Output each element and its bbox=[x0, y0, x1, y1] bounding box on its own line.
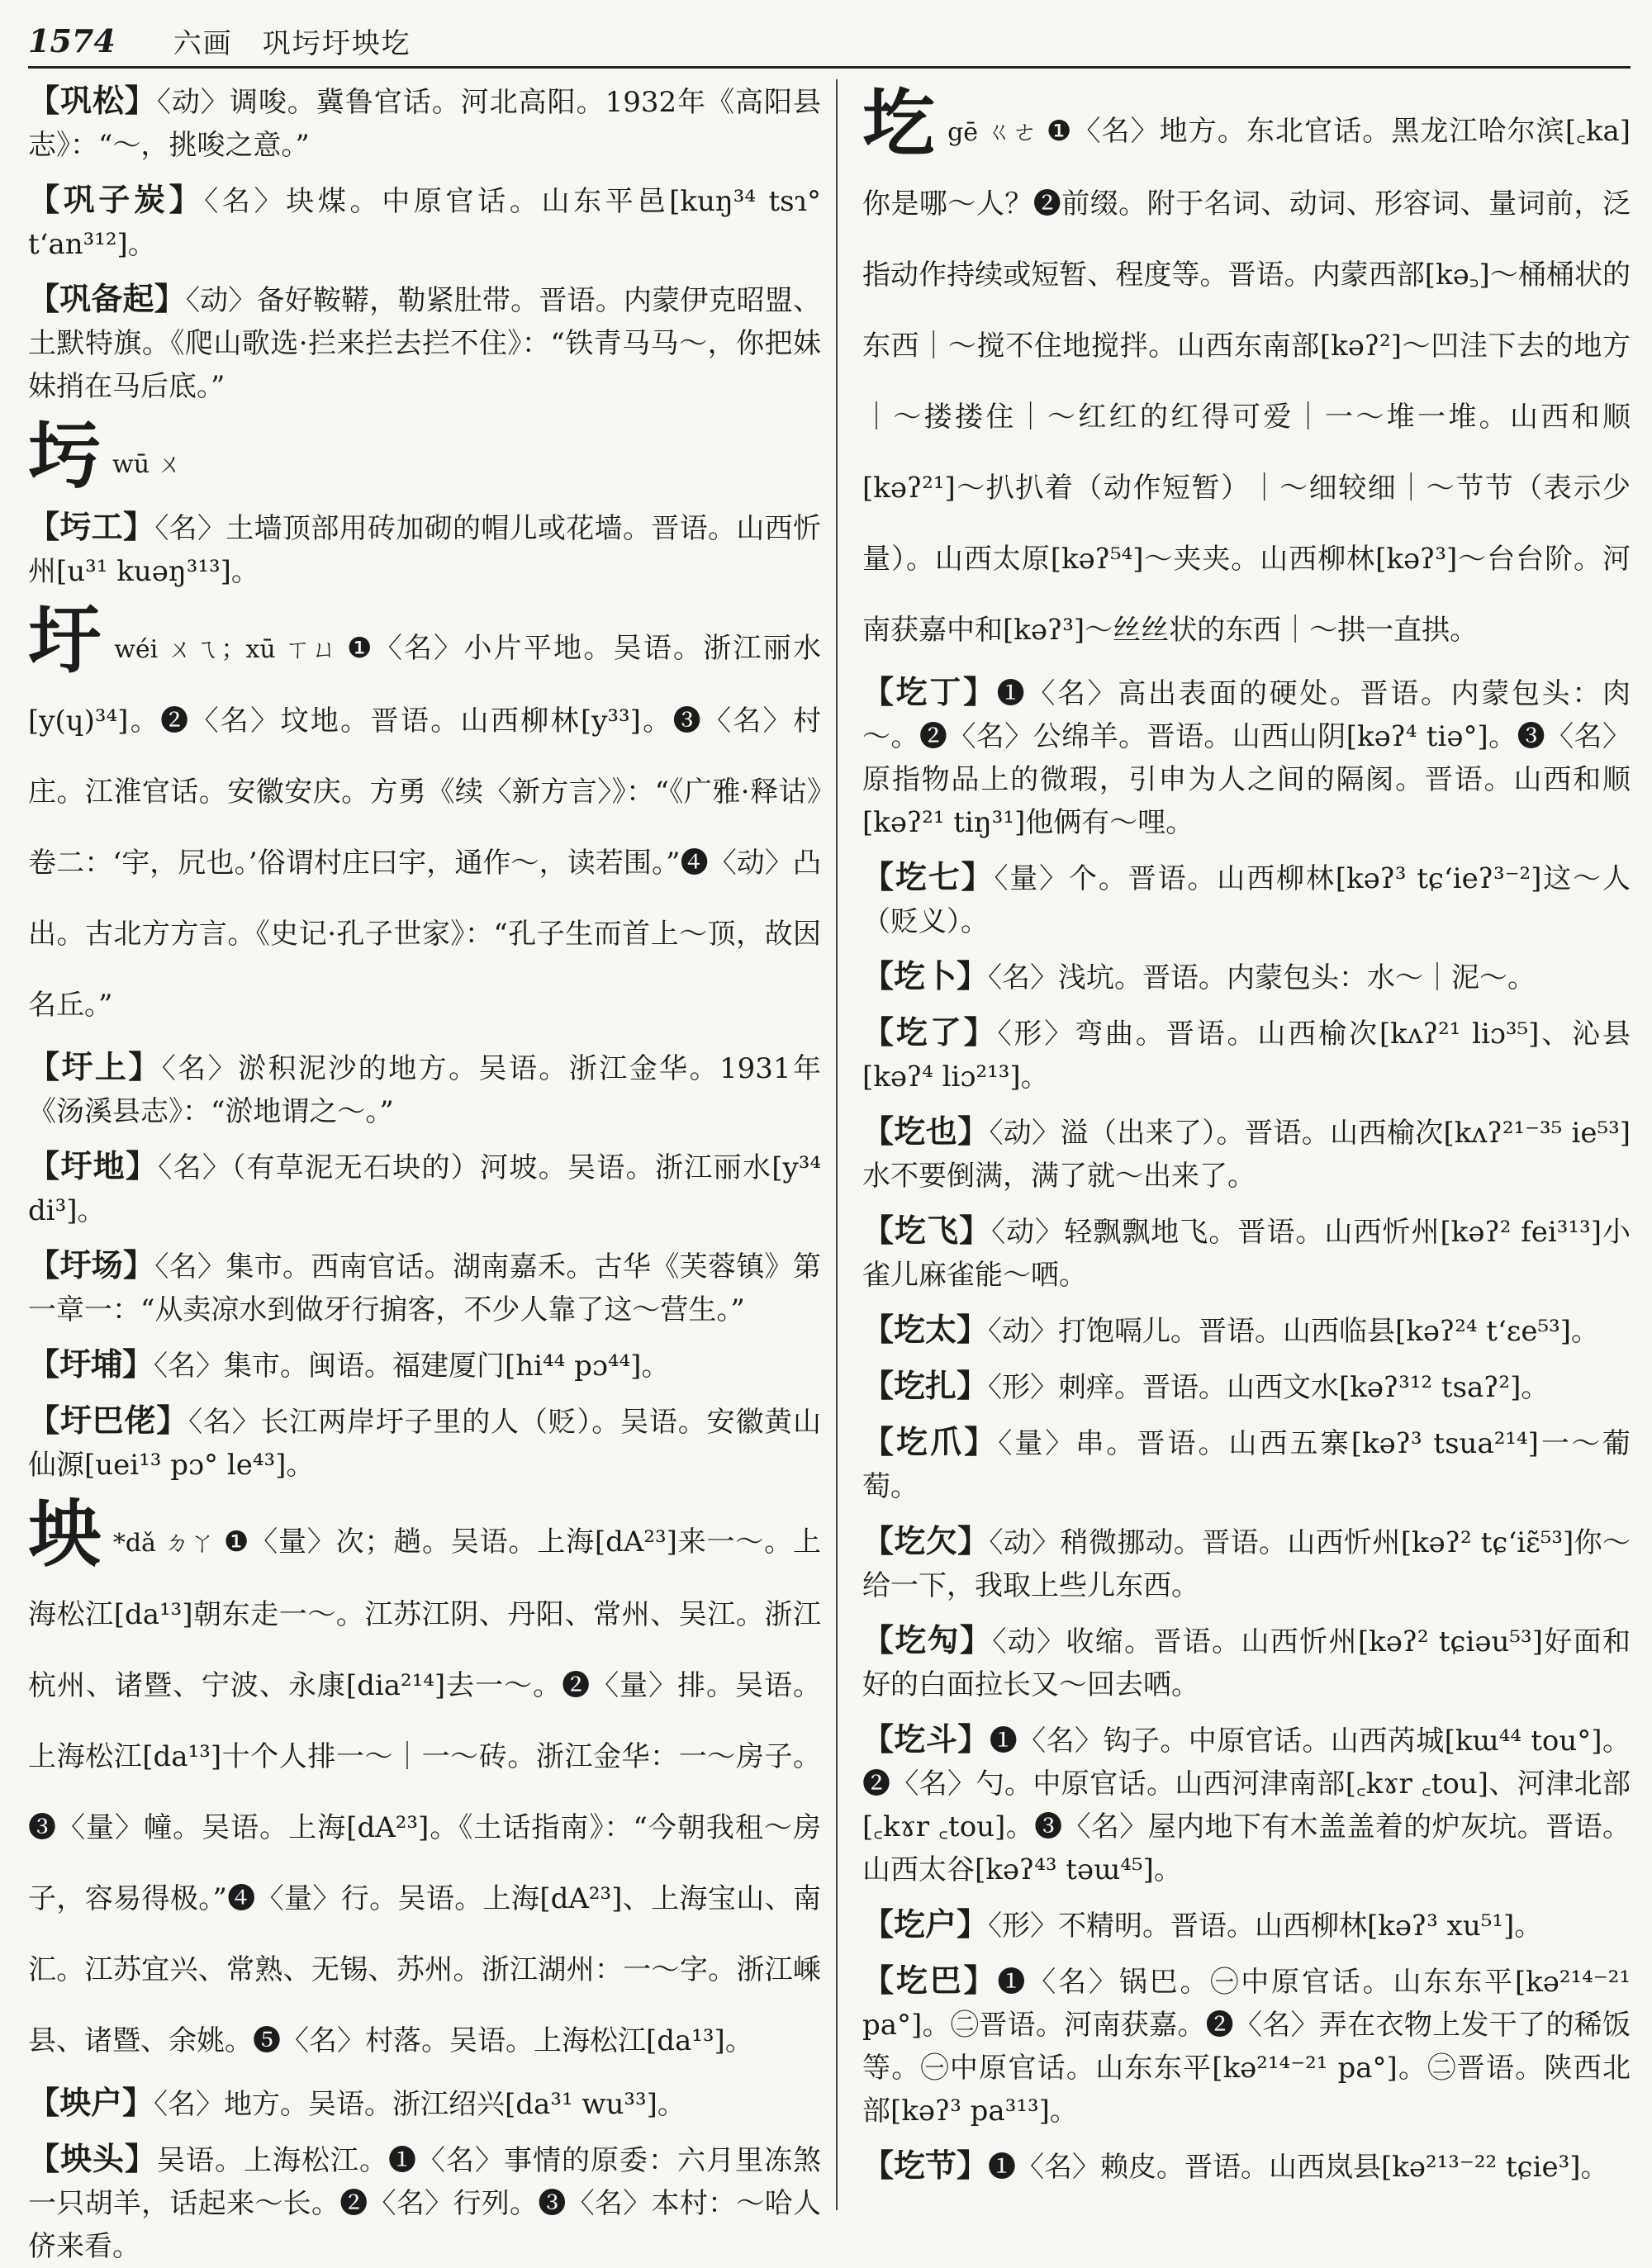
entry-headword: 【圪扎】 bbox=[862, 1367, 989, 1404]
definition-text: 〈名〉浅坑。晋语。内蒙包头：水～｜泥～。 bbox=[988, 961, 1536, 994]
entry-headword: 【坱户】 bbox=[28, 2084, 154, 2121]
entry-headword: 【圩巴佬】 bbox=[28, 1402, 189, 1439]
entry-headword: 【圩埔】 bbox=[28, 1345, 154, 1383]
definition-text: 〈形〉不精明。晋语。山西柳林[kəʔ³ xu⁵¹]。 bbox=[988, 1910, 1543, 1943]
dictionary-entry bbox=[862, 1308, 1631, 1353]
entry-headword: 【圪飞】 bbox=[862, 1212, 992, 1249]
page-header bbox=[28, 15, 1631, 69]
pronunciation: wéi ㄨㄟ；xū ㄒㄩ bbox=[114, 635, 339, 664]
entry-headword: 【圬工】 bbox=[28, 508, 155, 545]
entry-headword: 【圩地】 bbox=[28, 1147, 159, 1184]
definition-text: 〈名〉土墙顶部用砖加砌的帽儿或花墙。晋语。山西忻州[u³¹ kuəŋ³¹³]。 bbox=[28, 512, 821, 588]
dictionary-entry bbox=[862, 1421, 1631, 1508]
dictionary-entry bbox=[28, 178, 821, 266]
definition-text: ❶〈名〉地方。东北官话。黑龙江哈尔滨[꜀ka]你是哪～人？❷前缀。附于名词、动词、形容词、量词前，泛指动作持续或短暂、程度等。晋语。内蒙西部[kə꜆]～桶桶状的东西｜～搅不住地搅拌。山西东南部[kəʔ²]～凹洼下去的地方｜～搂搂住｜～红红的红得可爱｜一～堆一堆。山西和顺[kəʔ²¹]～扒扒着（动作短暂）｜～细较细｜～节节（表示少量）。山西太原[kəʔ⁵⁴]～夹夹。山西柳林[kəʔ³]～台台阶。河南获嘉中和[kəʔ³]～丝丝状的东西｜～拱一直拱。 bbox=[862, 115, 1631, 647]
entry-headword: 【圪勼】 bbox=[862, 1621, 993, 1658]
dictionary-entry bbox=[862, 1110, 1631, 1198]
entry-headword: 【圪卜】 bbox=[862, 957, 989, 994]
definition-text: 〈动〉收缩。晋语。山西忻州[kəʔ² tɕiəu⁵³]好面和好的白面拉长又～回去哂。 bbox=[862, 1625, 1631, 1701]
entry-headword: 【圪了】 bbox=[862, 1013, 998, 1051]
dictionary-entry bbox=[862, 856, 1631, 943]
definition-text: 〈名〉淤积泥沙的地方。吴语。浙江金华。1931年《汤溪县志》：“淤地谓之～。” bbox=[28, 1052, 821, 1128]
dictionary-entry bbox=[28, 2138, 821, 2268]
dictionary-entry bbox=[28, 278, 821, 408]
dictionary-entry bbox=[28, 1343, 821, 1388]
dictionary-entry bbox=[28, 2081, 821, 2126]
definition-text: 〈名〉集市。西南官话。湖南嘉禾。古华《芙蓉镇》第一章一：“从卖凉水到做牙行掮客，不少人靠了这～营生。” bbox=[28, 1250, 821, 1326]
definition-text: ❶〈量〉次；趟。吴语。上海[dA²³]来一～。上海松江[da¹³]朝东走一～。江苏江阴、丹阳、常州、吴江。浙江杭州、诸暨、宁波、永康[dia²¹⁴]去一～。❷〈量〉排。吴语。上海松江[da¹³]十个人排一～｜一～砖。浙江金华：一～房子。❸〈量〉幢。吴语。上海[dA²³]。《土话指南》：“今朝我租～房子，容易得极。”❹〈量〉行。吴语。上海[dA²³]、上海宝山、南汇。江苏宜兴、常熟、无锡、苏州。浙江湖州：一～字。浙江嵊县、诸暨、余姚。❺〈名〉村落。吴语。上海松江[da¹³]。 bbox=[28, 1525, 821, 2057]
pronunciation: *dǎ ㄉㄚ bbox=[112, 1529, 216, 1558]
character-entry bbox=[862, 80, 1631, 666]
definition-text: 〈形〉刺痒。晋语。山西文水[kəʔ³¹² tsaʔ²]。 bbox=[988, 1371, 1550, 1404]
definition-text: ❶〈名〉锅巴。㊀中原官话。山东东平[kə²¹⁴⁻²¹ pa°]。㊁晋语。河南获嘉。❷〈名〉弄在衣物上发干了的稀饭等。㊀中原官话。山东东平[kə²¹⁴⁻²¹ pa°]。㊁晋语。陕西北部[kəʔ³ pa³¹³]。 bbox=[862, 1966, 1631, 2128]
definition-text: 〈动〉轻飘飘地飞。晋语。山西忻州[kəʔ² fei³¹³]小雀儿麻雀能～哂。 bbox=[862, 1216, 1631, 1292]
dictionary-entry bbox=[28, 1244, 821, 1331]
head-character: 坱 bbox=[28, 1491, 102, 1577]
dictionary-entry bbox=[862, 671, 1631, 844]
definition-text: 〈动〉稍微挪动。晋语。山西忻州[kəʔ² tɕʻiɛ̃⁵³]你～给一下，我取上些儿东西。 bbox=[862, 1526, 1631, 1602]
character-entry bbox=[28, 1491, 821, 2076]
definition-text: 〈形〉弯曲。晋语。山西榆次[kʌʔ²¹ liɔ³⁵]、沁县[kəʔ⁴ liɔ²¹³]。 bbox=[862, 1018, 1631, 1094]
left-column bbox=[28, 79, 821, 2263]
entry-headword: 【圩场】 bbox=[28, 1246, 155, 1283]
entry-headword: 【圪斗】 bbox=[862, 1720, 990, 1758]
definition-text: 〈动〉备好鞍鞯，勒紧肚带。晋语。内蒙伊克昭盟、土默特旗。《爬山歌选·拦来拦去拦不住》：“铁青马马～，你把妹妹捎在马后底。” bbox=[28, 284, 821, 403]
definition-text: 吴语。上海松江。❶〈名〉事情的原委：六月里冻煞一只胡羊，话起来～长。❷〈名〉行列。❸〈名〉本村：～哈人侪来看。 bbox=[28, 2144, 821, 2263]
definition-text: ❶〈名〉小片平地。吴语。浙江丽水[y(ɥ)³⁴]。❷〈名〉坟地。晋语。山西柳林[y³³]。❸〈名〉村庄。江淮官话。安徽安庆。方勇《续〈新方言〉》：“《广雅·释诂》卷二：‘宇，凥也。’俗谓村庄曰宇，通作～，读若围。”❹〈动〉凸出。古北方方言。《史记·孔子世家》：“孔子生而首上～顶，故因名丘。” bbox=[28, 632, 821, 1022]
dictionary-entry bbox=[862, 1718, 1631, 1891]
entry-headword: 【坱头】 bbox=[28, 2140, 157, 2177]
definition-text: 〈动〉调唆。冀鲁官话。河北高阳。1932年《高阳县志》：“～，挑唆之意。” bbox=[28, 86, 821, 162]
entry-headword: 【圪巴】 bbox=[862, 1962, 998, 1999]
dictionary-entry bbox=[862, 1903, 1631, 1948]
pronunciation: gē ㄍㄜ bbox=[947, 118, 1038, 147]
character-entry bbox=[28, 597, 821, 1041]
head-character: 圪 bbox=[862, 80, 937, 166]
dictionary-entry bbox=[28, 1399, 821, 1487]
entry-headword: 【巩子炭】 bbox=[28, 181, 205, 218]
head-character: 圬 bbox=[28, 412, 102, 498]
right-column bbox=[862, 79, 1631, 2210]
entry-headword: 【巩松】 bbox=[28, 82, 157, 119]
entry-headword: 【圩上】 bbox=[28, 1048, 162, 1085]
definition-text: ❶〈名〉钩子。中原官话。山西芮城[kɯ⁴⁴ tou°]。❷〈名〉勺。中原官话。山西河津南部[꜀kɤr ꜀tou]、河津北部[꜀kɤr ꜀tou]。❸〈名〉屋内地下有木盖盖着的炉灰坑。晋语。山西太谷[kəʔ⁴³ təɯ⁴⁵]。 bbox=[862, 1725, 1631, 1886]
running-title: 六画 巩圬圩坱圪 bbox=[173, 26, 411, 60]
entry-headword: 【巩备起】 bbox=[28, 280, 186, 317]
definition-text: 〈动〉溢（出来了）。晋语。山西榆次[kʌʔ²¹⁻³⁵ ie⁵³]水不要倒满，满了就～出来了。 bbox=[862, 1117, 1631, 1193]
dictionary-entry bbox=[862, 2144, 1631, 2189]
definition-text: 〈动〉打饱嗝儿。晋语。山西临县[kəʔ²⁴ tʻɛe⁵³]。 bbox=[988, 1315, 1600, 1348]
entry-headword: 【圪七】 bbox=[862, 858, 995, 895]
pronunciation: wū ㄨ bbox=[112, 450, 183, 479]
dictionary-entry bbox=[28, 505, 821, 593]
dictionary-entry bbox=[862, 1619, 1631, 1706]
dictionary-entry bbox=[862, 1209, 1631, 1297]
definition-text: 〈名〉（有草泥无石块的）河坡。吴语。浙江丽水[y³⁴ di³]。 bbox=[28, 1151, 821, 1227]
character-entry bbox=[28, 412, 821, 501]
definition-text: 〈名〉集市。闽语。福建厦门[hi⁴⁴ pɔ⁴⁴]。 bbox=[154, 1350, 670, 1383]
definition-text: ❶〈名〉赖皮。晋语。山西岚县[kə²¹³⁻²² tɕie³]。 bbox=[988, 2151, 1609, 2184]
entry-headword: 【圪爪】 bbox=[862, 1423, 999, 1460]
entry-headword: 【圪丁】 bbox=[862, 673, 997, 710]
definition-text: 〈名〉长江两岸圩子里的人（贬）。吴语。安徽黄山仙源[uei¹³ pɔ° le⁴³]。 bbox=[28, 1406, 821, 1482]
entry-headword: 【圪户】 bbox=[862, 1905, 989, 1943]
entry-headword: 【圪太】 bbox=[862, 1311, 989, 1348]
dictionary-entry bbox=[28, 1046, 821, 1133]
dictionary-entry bbox=[862, 1520, 1631, 1607]
entry-headword: 【圪欠】 bbox=[862, 1522, 990, 1559]
head-character: 圩 bbox=[28, 597, 103, 683]
dictionary-entry bbox=[28, 1145, 821, 1232]
page-number: 1574 bbox=[28, 21, 116, 59]
definition-text: 〈量〉串。晋语。山西五寨[kəʔ³ tsua²¹⁴]一～葡萄。 bbox=[862, 1427, 1631, 1503]
definition-text: 〈量〉个。晋语。山西柳林[kəʔ³ tɕʻieʔ³⁻²]这～人（贬义）。 bbox=[862, 862, 1631, 938]
definition-text: ❶〈名〉高出表面的硬处。晋语。内蒙包头：肉～。❷〈名〉公绵羊。晋语。山西山阴[kəʔ⁴ tiə°]。❸〈名〉原指物品上的微瑕，引申为人之间的隔阂。晋语。山西和顺[kəʔ²¹ tiŋ³¹]他俩有～哩。 bbox=[862, 677, 1631, 839]
definition-text: 〈名〉地方。吴语。浙江绍兴[da³¹ wu³³]。 bbox=[154, 2088, 686, 2121]
entry-headword: 【圪也】 bbox=[862, 1113, 990, 1150]
dictionary-entry bbox=[28, 79, 821, 167]
dictionary-entry bbox=[862, 1364, 1631, 1409]
dictionary-entry bbox=[862, 1959, 1631, 2133]
entry-headword: 【圪节】 bbox=[862, 2147, 989, 2184]
dictionary-entry bbox=[862, 1011, 1631, 1098]
definition-text: 〈名〉块煤。中原官话。山东平邑[kuŋ³⁴ tsɿ° tʻan³¹²]。 bbox=[28, 185, 821, 261]
column-divider bbox=[836, 79, 838, 2210]
dictionary-entry bbox=[862, 955, 1631, 999]
